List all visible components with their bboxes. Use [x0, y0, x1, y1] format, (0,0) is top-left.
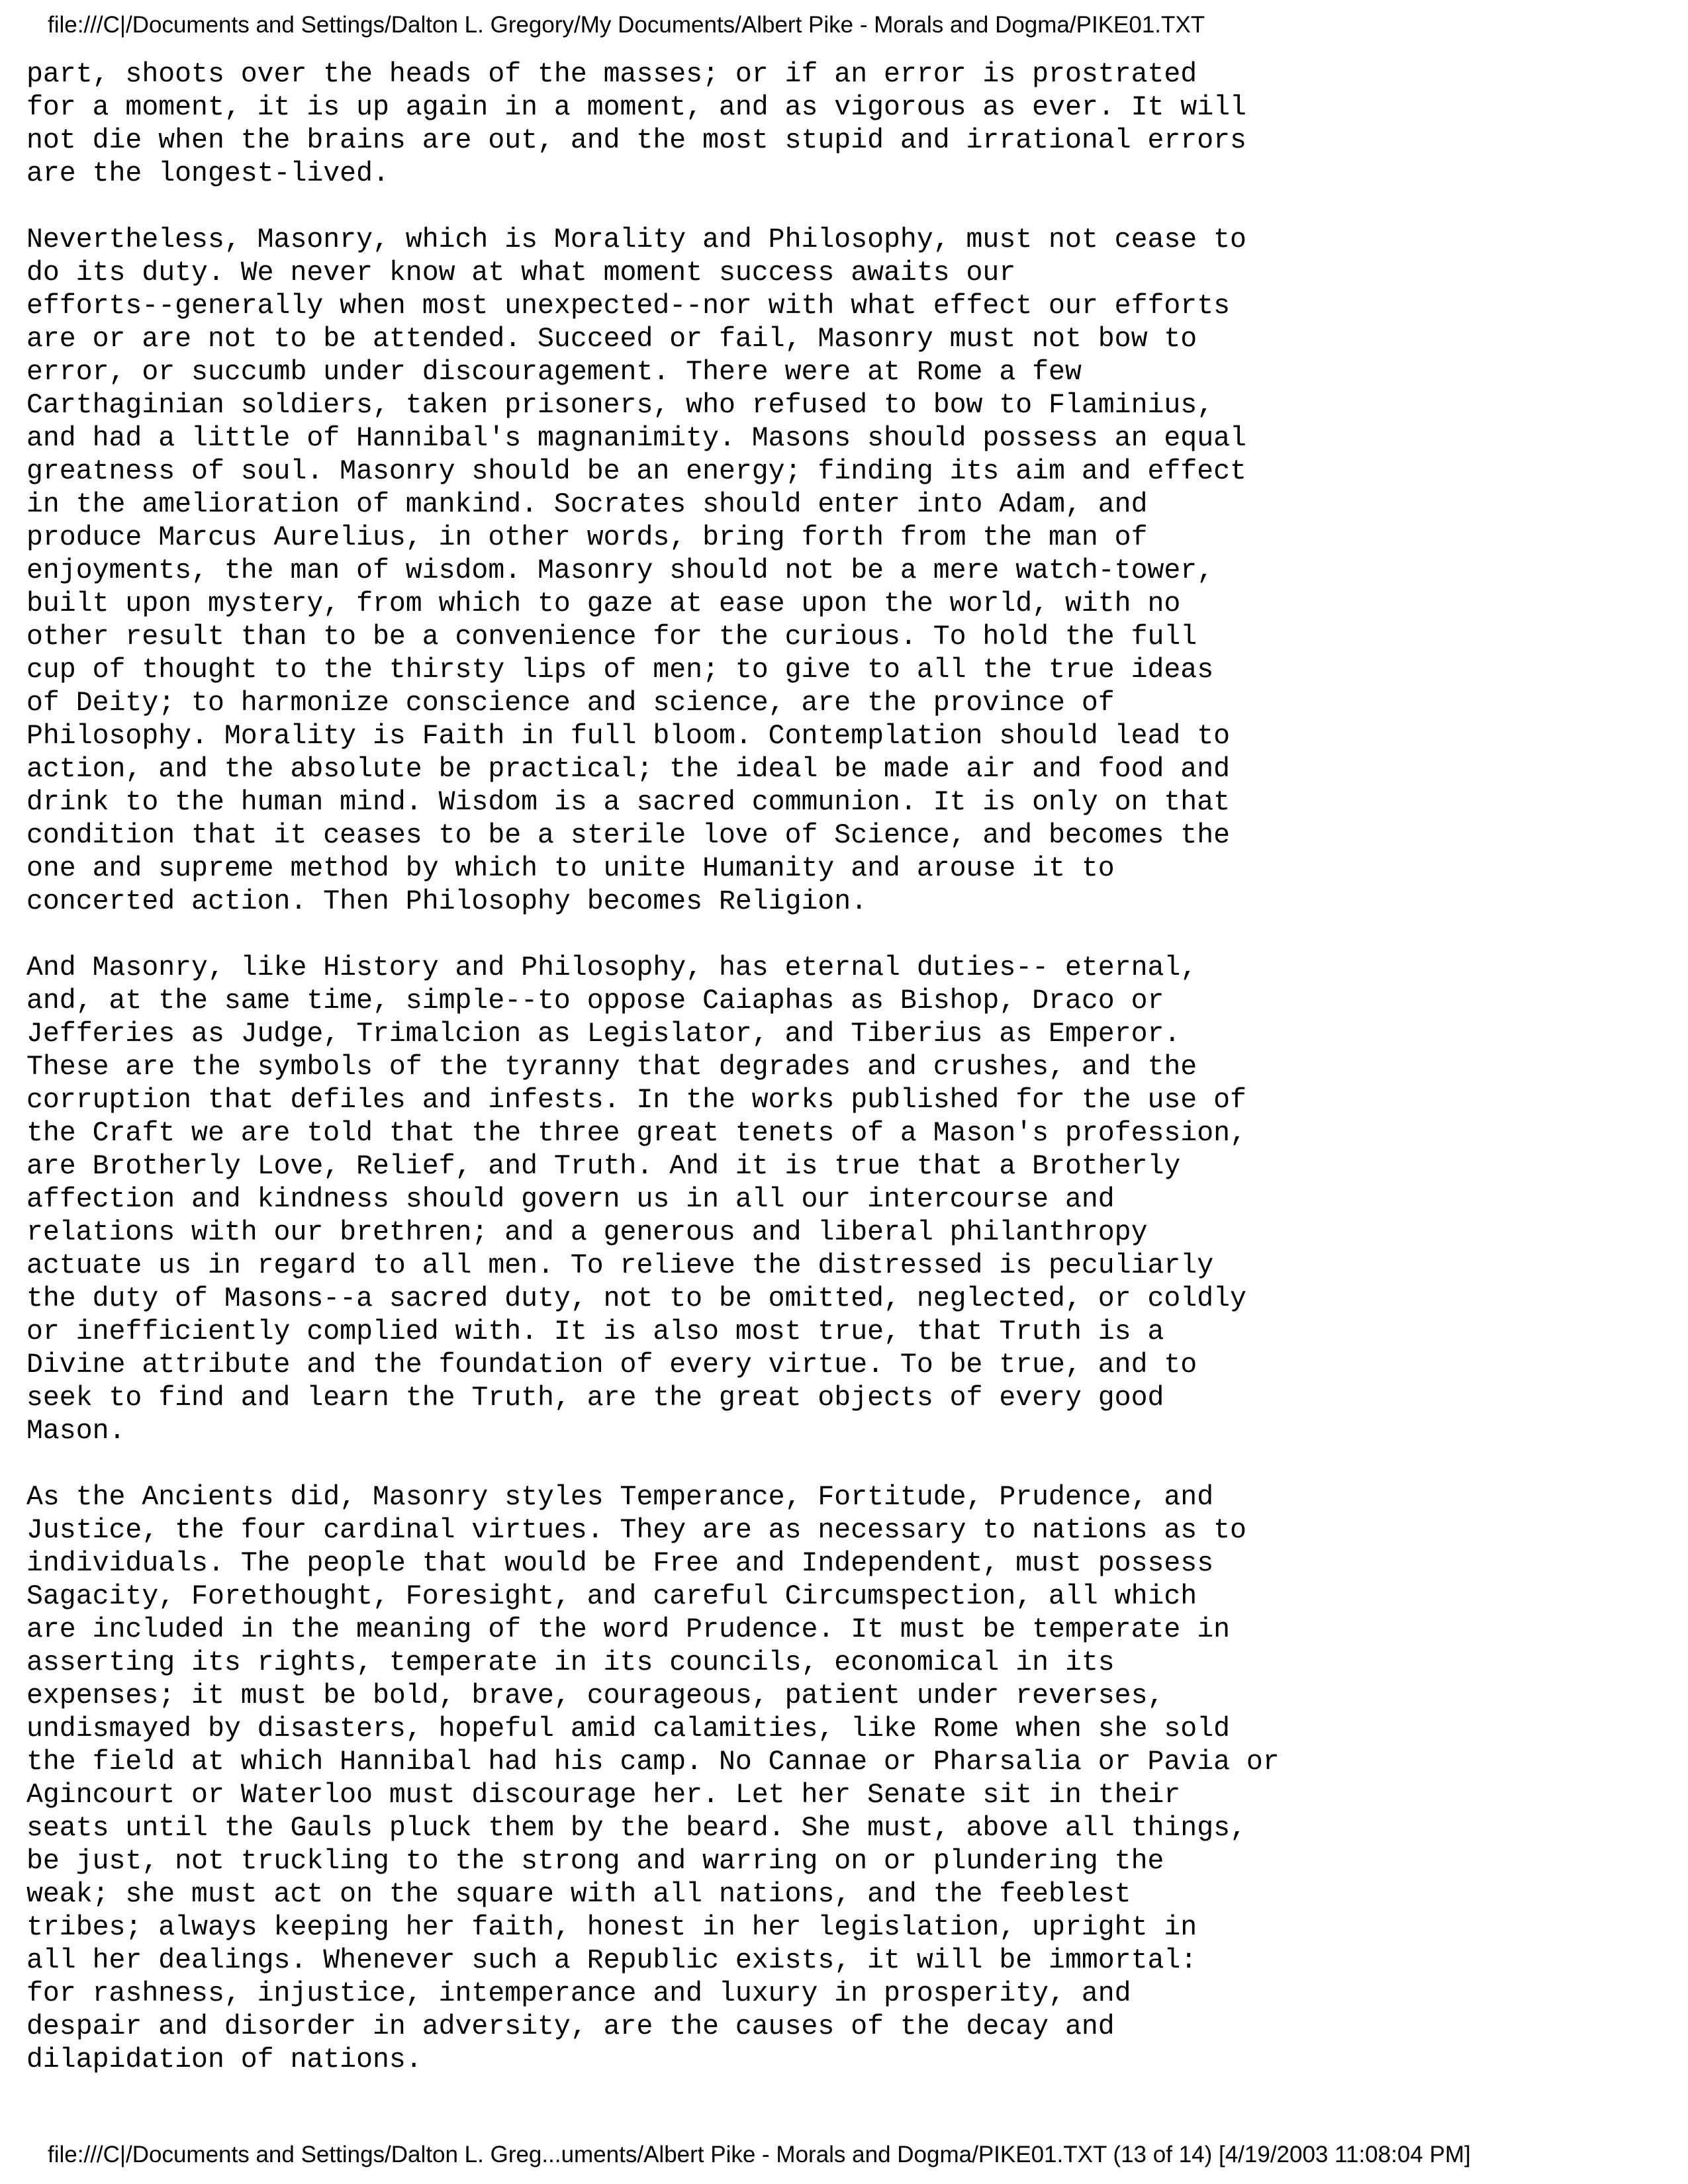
text-line: Nevertheless, Masonry, which is Morality and Philosophy, must not cease to	[26, 224, 1246, 255]
text-line: condition that it ceases to be a sterile love of Science, and becomes the	[26, 820, 1230, 851]
document-body	[26, 58, 1668, 2077]
text-line: tribes; always keeping her faith, honest in her legislation, upright in	[26, 1912, 1197, 1943]
text-line: are the longest-lived.	[26, 158, 389, 189]
text-line: of Deity; to harmonize conscience and science, are the province of	[26, 688, 1115, 719]
text-line: Divine attribute and the foundation of every virtue. To be true, and to	[26, 1349, 1197, 1381]
text-line: Carthaginian soldiers, taken prisoners, who refused to bow to Flaminius,	[26, 390, 1214, 421]
text-line: are included in the meaning of the word Prudence. It must be temperate in	[26, 1614, 1230, 1645]
page-footer: file:///C|/Documents and Settings/Dalton L. Greg...uments/Albert Pike - Morals and Dogma/PIKE01.TXT (13 of 14) [4/19/2003 11:08:04 PM]	[48, 2142, 1471, 2167]
text-line: in the amelioration of mankind. Socrates should enter into Adam, and	[26, 489, 1148, 520]
text-line: or inefficiently complied with. It is also most true, that Truth is a	[26, 1316, 1164, 1347]
text-line: built upon mystery, from which to gaze at ease upon the world, with no	[26, 588, 1181, 619]
text-line: the field at which Hannibal had his camp. No Cannae or Pharsalia or Pavia or	[26, 1747, 1280, 1778]
text-line: be just, not truckling to the strong and warring on or plundering the	[26, 1846, 1164, 1877]
text-line: And Masonry, like History and Philosophy, has eternal duties-- eternal,	[26, 952, 1197, 983]
text-line: actuate us in regard to all men. To relieve the distressed is peculiarly	[26, 1250, 1214, 1281]
text-line: individuals. The people that would be Free and Independent, must possess	[26, 1548, 1214, 1579]
text-line: As the Ancients did, Masonry styles Temperance, Fortitude, Prudence, and	[26, 1482, 1214, 1513]
text-line	[26, 191, 1668, 224]
text-line: do its duty. We never know at what moment success awaits our	[26, 257, 1016, 289]
text-line: corruption that defiles and infests. In the works published for the use of	[26, 1085, 1246, 1116]
page-header-path: file:///C|/Documents and Settings/Dalton L. Gregory/My Documents/Albert Pike - Morals and Dogma/PIKE01.TXT	[48, 12, 1205, 38]
text-line: Jefferies as Judge, Trimalcion as Legislator, and Tiberius as Emperor.	[26, 1019, 1181, 1050]
text-line: despair and disorder in adversity, are the causes of the decay and	[26, 2011, 1115, 2042]
text-line: Mason.	[26, 1416, 126, 1447]
text-line: expenses; it must be bold, brave, courageous, patient under reverses,	[26, 1680, 1164, 1711]
text-line: and, at the same time, simple--to oppose Caiaphas as Bishop, Draco or	[26, 985, 1164, 1017]
text-line: for rashness, injustice, intemperance and luxury in prosperity, and	[26, 1978, 1131, 2009]
text-line: dilapidation of nations.	[26, 2044, 422, 2075]
text-line: seats until the Gauls pluck them by the beard. She must, above all things,	[26, 1813, 1246, 1844]
text-line: action, and the absolute be practical; the ideal be made air and food and	[26, 754, 1230, 785]
text-line: other result than to be a convenience for the curious. To hold the full	[26, 621, 1197, 653]
text-line: Justice, the four cardinal virtues. They are as necessary to nations as to	[26, 1515, 1246, 1546]
text-line: Philosophy. Morality is Faith in full bloom. Contemplation should lead to	[26, 721, 1230, 752]
text-line: and had a little of Hannibal's magnanimity. Masons should possess an equal	[26, 423, 1246, 454]
text-line: Sagacity, Forethought, Foresight, and careful Circumspection, all which	[26, 1581, 1197, 1612]
text-line: for a moment, it is up again in a moment, and as vigorous as ever. It will	[26, 92, 1246, 123]
text-line: are Brotherly Love, Relief, and Truth. And it is true that a Brotherly	[26, 1151, 1181, 1182]
text-line: weak; she must act on the square with all nations, and the feeblest	[26, 1879, 1131, 1910]
text-line: the Craft we are told that the three great tenets of a Mason's profession,	[26, 1118, 1246, 1149]
text-line: Agincourt or Waterloo must discourage her. Let her Senate sit in their	[26, 1780, 1181, 1811]
text-line: one and supreme method by which to unite Humanity and arouse it to	[26, 853, 1115, 884]
text-line: asserting its rights, temperate in its councils, economical in its	[26, 1647, 1115, 1678]
text-line	[26, 1448, 1668, 1481]
text-line: undismayed by disasters, hopeful amid calamities, like Rome when she sold	[26, 1713, 1230, 1745]
text-line: cup of thought to the thirsty lips of men; to give to all the true ideas	[26, 655, 1214, 686]
text-line: not die when the brains are out, and the most stupid and irrational errors	[26, 125, 1246, 156]
text-line: all her dealings. Whenever such a Republic exists, it will be immortal:	[26, 1945, 1197, 1976]
text-line: These are the symbols of the tyranny that degrades and crushes, and the	[26, 1052, 1197, 1083]
text-line	[26, 919, 1668, 952]
text-line: enjoyments, the man of wisdom. Masonry should not be a mere watch-tower,	[26, 555, 1214, 586]
text-line: efforts--generally when most unexpected--nor with what effect our efforts	[26, 291, 1230, 322]
text-line: relations with our brethren; and a generous and liberal philanthropy	[26, 1217, 1148, 1248]
text-line: seek to find and learn the Truth, are the great objects of every good	[26, 1383, 1164, 1414]
text-line: error, or succumb under discouragement. There were at Rome a few	[26, 357, 1082, 388]
text-line: concerted action. Then Philosophy becomes Religion.	[26, 886, 868, 917]
text-line: produce Marcus Aurelius, in other words, bring forth from the man of	[26, 522, 1148, 553]
text-line: greatness of soul. Masonry should be an energy; finding its aim and effect	[26, 456, 1246, 487]
text-line: part, shoots over the heads of the masses; or if an error is prostrated	[26, 59, 1197, 90]
text-line: drink to the human mind. Wisdom is a sacred communion. It is only on that	[26, 787, 1230, 818]
text-line: affection and kindness should govern us in all our intercourse and	[26, 1184, 1115, 1215]
text-line: the duty of Masons--a sacred duty, not to be omitted, neglected, or coldly	[26, 1283, 1246, 1314]
text-line: are or are not to be attended. Succeed or fail, Masonry must not bow to	[26, 324, 1197, 355]
